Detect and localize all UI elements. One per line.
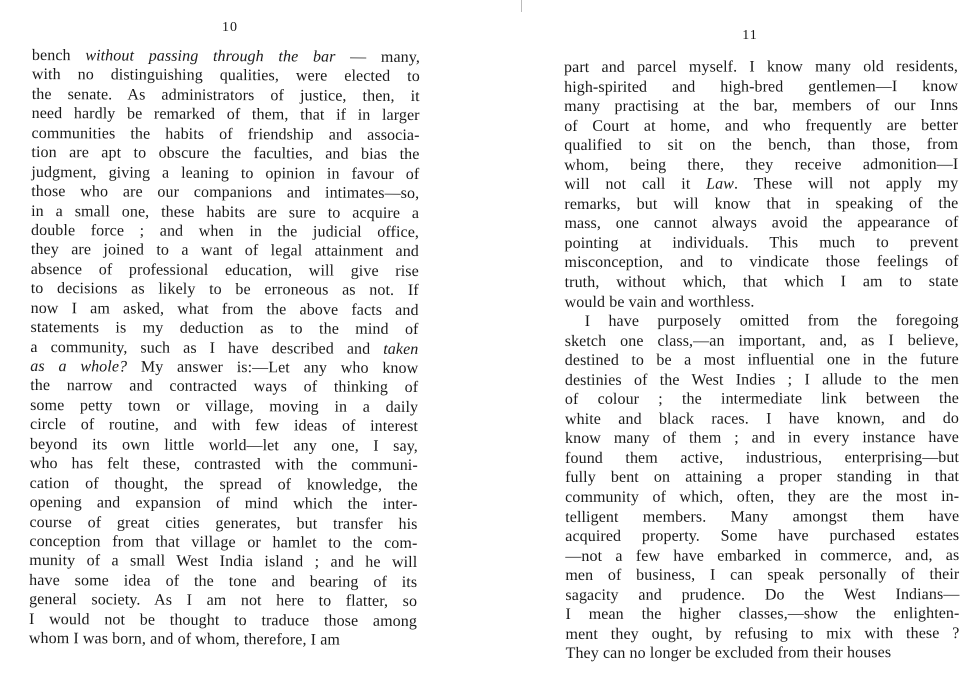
text-line: telligent members. Many amongst them have xyxy=(565,507,960,526)
text-line: pointing at individuals. This much to prevent xyxy=(564,233,959,252)
text-line: truth, without which, that which I am to state xyxy=(564,272,959,292)
text-line: know many of them ; and in every instance have xyxy=(564,429,960,448)
text-line: have some idea of the tone and bearing of its xyxy=(29,571,418,591)
text-line: mass, one cannot always avoid the appearance of xyxy=(564,214,959,233)
text-line: I mean the higher classes,—show the enlighten- xyxy=(565,605,960,624)
text-line: white and black races. I have known, and do xyxy=(564,409,959,428)
left-page-text xyxy=(29,46,420,651)
text-line: misconception, and to vindicate those feelings of xyxy=(564,253,959,272)
text-line: those who are our companions and intimates—so, xyxy=(31,183,420,203)
text-line: some petty town or village, moving in a daily xyxy=(30,396,419,416)
text-line: the narrow and contracted ways of thinking of xyxy=(30,377,419,397)
text-line: double force ; and when in the judicial office, xyxy=(30,221,420,241)
text-line: whom, being there, they receive admonition—I xyxy=(564,155,959,174)
text-line: they are joined to a want of legal attainment and xyxy=(30,241,419,261)
right-page xyxy=(530,0,980,698)
text-line: to decisions as likely to be erroneous as not. If xyxy=(30,280,419,300)
right-page-text xyxy=(564,57,960,664)
text-line: bench without passing through the bar — many, xyxy=(31,46,421,67)
text-line: —not a few have embarked in commerce, and, as xyxy=(565,546,960,565)
text-line: now I am asked, what from the above facts and xyxy=(30,299,419,319)
text-line: absence of professional education, will give rise xyxy=(30,260,419,280)
text-line: men of business, I can speak personally of their xyxy=(565,566,960,585)
text-line: remarks, but will know that in speaking of the xyxy=(564,194,959,213)
text-line: will not call it Law. These will not apply my xyxy=(564,175,959,194)
text-line: I would not be thought to traduce those among xyxy=(28,610,418,630)
text-line: cation of thought, the spread of knowledge, the xyxy=(29,474,418,494)
text-line: circle of routine, and with few ideas of interest xyxy=(29,416,419,436)
text-line: many practising at the bar, members of our Inns xyxy=(564,97,959,116)
text-line: destinies of the West Indies ; I allude to the men xyxy=(564,370,959,389)
text-line: sketch one class,—an important, and, as I believe, xyxy=(564,331,959,350)
text-line: general society. As I am not here to flatter, so xyxy=(29,591,418,611)
text-line: sagacity and prudence. Do the West Indians— xyxy=(565,585,960,604)
text-line: statements is my deduction as to the mind of xyxy=(30,319,419,339)
text-line: with no distinguishing qualities, were elected to xyxy=(31,66,420,86)
text-line: beyond its own little world—let any one, I say, xyxy=(29,435,418,455)
text-line: high-spirited and high-bred gentlemen—I know xyxy=(564,77,959,96)
text-line: need hardly be remarked of them, that if in larger xyxy=(31,105,420,125)
left-page-number: 10 xyxy=(222,20,238,35)
text-line: part and parcel myself. I know many old residents, xyxy=(564,57,959,76)
text-line: fully bent on attaining a proper standing in that xyxy=(565,468,960,487)
text-line: of colour ; the intermediate link between the xyxy=(564,390,959,409)
text-line: community of which, often, they are the most in- xyxy=(565,487,960,507)
text-line: in a small one, these habits are sure to acquire a xyxy=(31,202,420,222)
right-page-number: 11 xyxy=(742,28,758,43)
text-line: qualified to sit on the bench, than those, from xyxy=(564,136,959,155)
text-line: a community, such as I have described and taken xyxy=(30,338,419,358)
text-line: destined to be a most influential one in the future xyxy=(564,351,959,370)
text-line: who has felt these, contrasted with the communi- xyxy=(29,455,418,475)
text-line: as a whole? My answer is:—Let any who know xyxy=(30,357,419,378)
text-line: They can no longer be excluded from their houses xyxy=(565,644,892,663)
text-line: the senate. As administrators of justice, then, it xyxy=(31,85,420,105)
text-line: acquired property. Some have purchased estates xyxy=(565,527,960,546)
text-line: communities the habits of friendship and associa- xyxy=(31,124,420,144)
text-line: would be vain and worthless. xyxy=(564,293,755,311)
page-gutter-mark xyxy=(521,0,522,12)
text-line: found them active, industrious, enterprising—but xyxy=(565,448,960,467)
text-line: course of great cities generates, but transfer his xyxy=(29,513,418,533)
text-line: I have purposely omitted from the foregoing xyxy=(584,312,959,331)
text-line: of Court at home, and who frequently are better xyxy=(564,116,959,135)
text-line: judgment, giving a leaning to opinion in favour of xyxy=(31,163,420,183)
text-line: conception from that village or hamlet to the com- xyxy=(29,532,418,552)
text-line: ment they ought, by refusing to mix with these ? xyxy=(565,624,960,643)
text-line: tion are apt to obscure the faculties, and bias the xyxy=(31,144,420,164)
text-line: whom I was born, and of whom, therefore, I am xyxy=(28,630,341,649)
text-line: munity of a small West India island ; and he will xyxy=(29,552,418,572)
text-line: opening and expansion of mind which the inter- xyxy=(29,494,418,514)
